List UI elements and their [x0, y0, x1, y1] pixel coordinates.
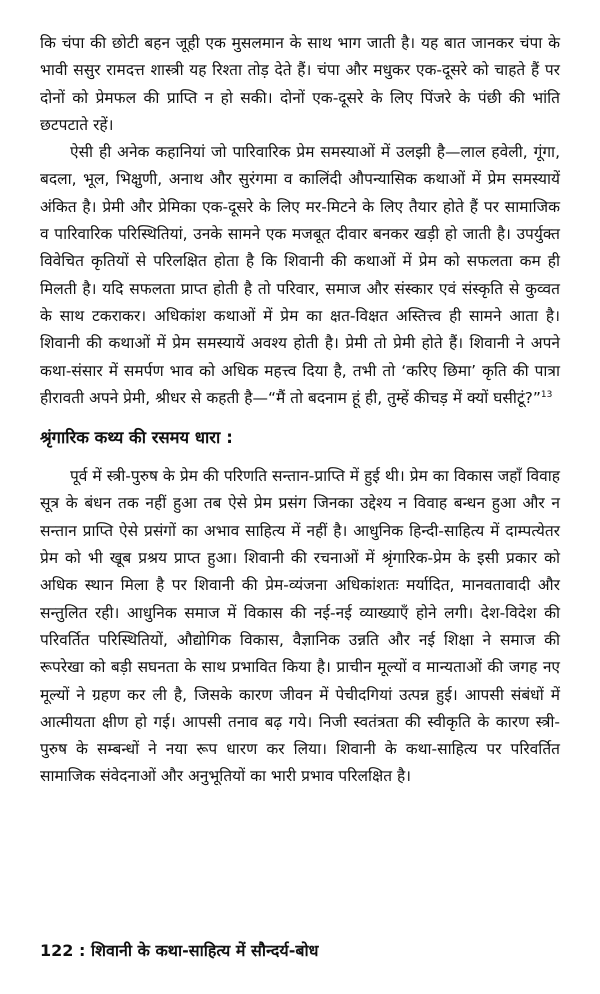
running-title: शिवानी के कथा-साहित्य में सौन्दर्य-बोध — [90, 941, 319, 960]
footnote-marker: 13 — [540, 389, 553, 400]
page-number: 122 — [40, 941, 74, 960]
paragraph-family-love-stories — [40, 139, 560, 412]
paragraph-continuation: कि चंपा की छोटी बहन जूही एक मुसलमान के साथ भाग जाती है। यह बात जानकर चंपा के भावी ससुर रामदत्त शास्त्री यह रिश्ता तोड़ देते हैं। चंपा और मधुकर एक-दूसरे को चाहते हैं पर दोनों को प्रेमफल की प्राप्ति न हो सकी। दोनों एक-दूसरे के लिए पिंजरे के पंछी की भांति छटपटाते रहें। — [40, 34, 560, 134]
section-heading-text: श्रृंगारिक कथ्य की रसमय धारा — [40, 428, 221, 448]
page-footer — [40, 940, 318, 962]
paragraph-family-love-stories-text: ऐसी ही अनेक कहानियां जो पारिवारिक प्रेम समस्याओं में उलझी है—लाल हवेली, गूंगा, बदला, भूल, भिक्षुणी, अनाथ और सुरंगमा व कालिंदी औपन्यासिक कथाओं में प्रेम समस्यायें अंकित है। प्रेमी और प्रेमिका एक-दूसरे के लिए मर-मिटने के लिए तैयार होते हैं पर सामाजिक व पारिवारिक परिस्थितियां, उनके सामने एक मजबूत दीवार बनकर खड़ी हो जाती है। उपर्युक्त विवेचित कृतियों से परिलक्षित होता है कि शिवानी की कथाओं में प्रेम को सफलता कम ही मिलती है। यदि सफलता प्राप्त होती है तो परिवार, समाज और संस्कार एवं संस्कृति से कुव्वत के साथ टकराकर। अधिकांश कथाओं में प्रेम का क्षत-विक्षत अस्तित्त्व ही सामने आता है। शिवानी की कथाओं में प्रेम समस्यायें अवश्य होती है। प्रेमी तो प्रेमी होते हैं। शिवानी ने अपने कथा-संसार में समर्पण भाव को अधिक महत्त्व दिया है, तभी तो ‘करिए छिमा’ कृति की पात्रा हीरावती अपने प्रेमी, श्रीधर से कहती है—“मैं तो बदनाम हूं ही, तुम्हें कीचड़ में क्यों घसीटूं?” — [40, 143, 560, 407]
paragraph-section-body: पूर्व में स्त्री-पुरुष के प्रेम की परिणति सन्तान-प्राप्ति में हुई थी। प्रेम का विकास जहाँ विवाह सूत्र के बंधन तक नहीं हुआ तब ऐसे प्रेम प्रसंग जिनका उद्देश्य न विवाह बन्धन हुआ और न सन्तान प्राप्ति ऐसे प्रसंगों का अभाव साहित्य में नहीं है। आधुनिक हिन्दी-साहित्य में दाम्पत्येतर प्रेम को भी खूब प्रश्रय प्राप्त हुआ। शिवानी की रचनाओं में श्रृंगारिक-प्रेम के इसी प्रकार को अधिक स्थान मिला है पर शिवानी की प्रेम-व्यंजना अधिकांशतः मर्यादित, मानवतावादी और सन्तुलित रही। आधुनिक समाज में विकास की नई-नई व्याख्याएँ होने लगी। देश-विदेश की परिवर्तित परिस्थितियों, औद्योगिक विकास, वैज्ञानिक उन्नति और नई शिक्षा ने समाज की रूपरेखा को बड़ी सघनता के साथ प्रभावित किया है। प्राचीन मूल्यों व मान्यताओं की जगह नए मूल्यों ने ग्रहण कर ली है, जिसके कारण जीवन में पेचीदगियां उत्पन्न हुई। आपसी संबंधों में आत्मीयता क्षीण हो गई। आपसी तनाव बढ़ गये। निजी स्वतंत्रता की स्वीकृति के कारण स्त्री-पुरुष के सम्बन्धों ने नया रूप धारण कर लिया। शिवानी के कथा-साहित्य पर परिवर्तित सामाजिक संवेदनाओं और अनुभूतियों का भारी प्रभाव परिलक्षित है। — [40, 467, 560, 786]
section-heading-colon: : — [226, 428, 233, 448]
footer-separator: : — [78, 941, 86, 960]
section-heading — [40, 424, 560, 451]
